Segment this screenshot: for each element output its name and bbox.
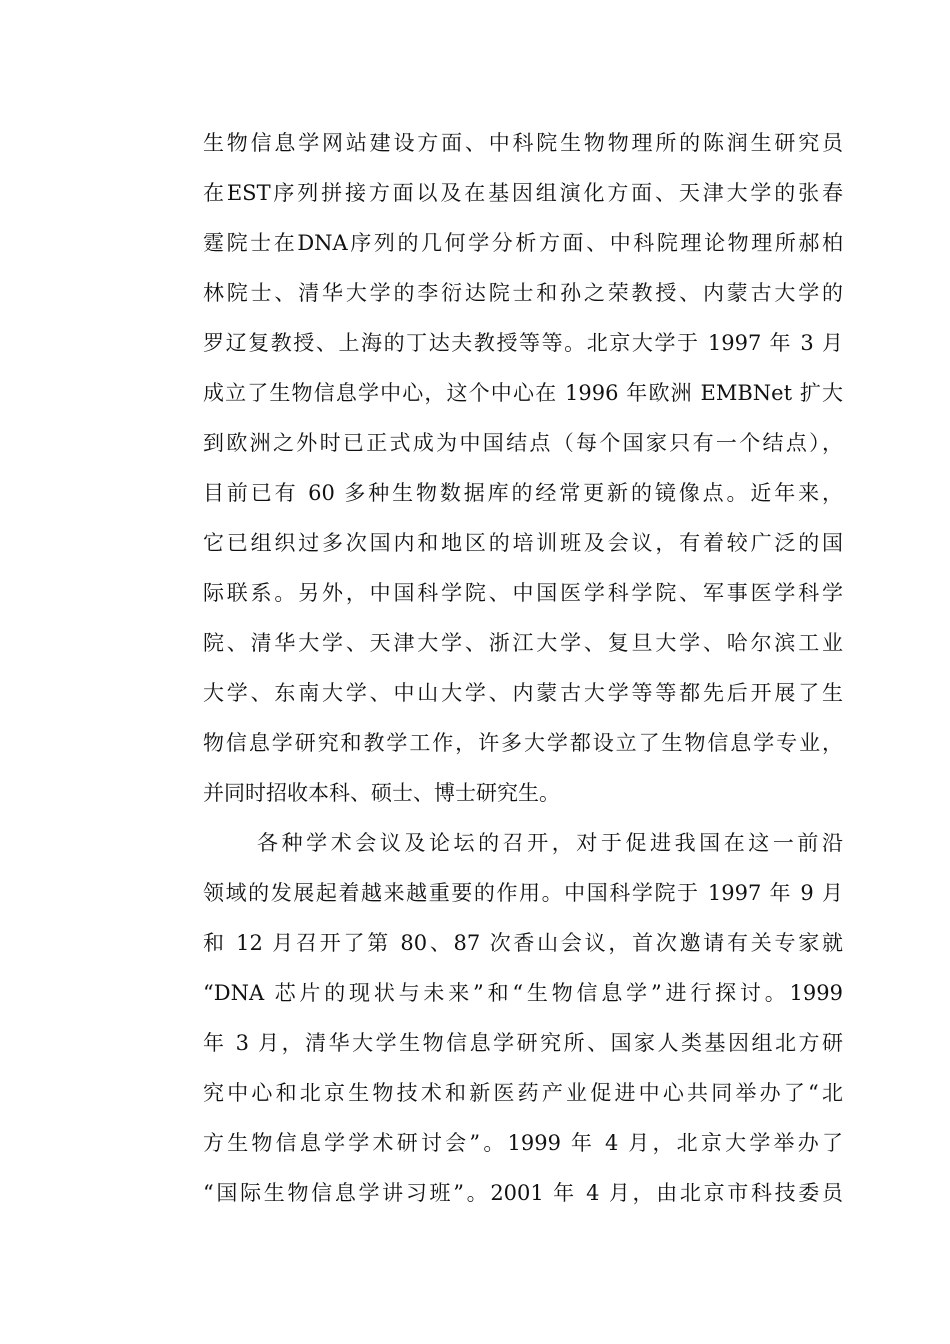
text-line: 林院士、清华大学的李衍达院士和孙之荣教授、内蒙古大学的 [203,281,843,305]
text-line: 大学、东南大学、中山大学、内蒙古大学等等都先后开展了生 [203,681,843,705]
text-line: 领域的发展起着越来越重要的作用。中国科学院于 1997 年 9 月 [203,881,843,905]
text-line: 到欧洲之外时已正式成为中国结点（每个国家只有一个结点）， [203,431,843,455]
text-line: 生物信息学网站建设方面、中科院生物物理所的陈润生研究员 [203,131,843,155]
paragraph-2 [203,818,843,1218]
text-line: “DNA 芯片的现状与未来”和“生物信息学”进行探讨。1999 [203,981,843,1005]
text-line: 物信息学研究和教学工作，许多大学都设立了生物信息学专业， [203,731,843,755]
text-line: 成立了生物信息学中心，这个中心在 1996 年欧洲 EMBNet 扩大 [203,381,843,405]
text-line: “国际生物信息学讲习班”。2001 年 4 月，由北京市科技委员 [203,1181,843,1205]
text-line: 和 12 月召开了第 80、87 次香山会议，首次邀请有关专家就 [203,931,843,955]
text-line: 方生物信息学学术研讨会”。1999 年 4 月，北京大学举办了 [203,1131,843,1155]
text-line: 各种学术会议及论坛的召开，对于促进我国在这一前沿 [257,831,843,855]
text-line: 院、清华大学、天津大学、浙江大学、复旦大学、哈尔滨工业 [203,631,843,655]
text-line: 究中心和北京生物技术和新医药产业促进中心共同举办了“北 [203,1081,843,1105]
text-line: 年 3 月，清华大学生物信息学研究所、国家人类基因组北方研 [203,1031,843,1055]
text-line: 际联系。另外，中国科学院、中国医学科学院、军事医学科学 [203,581,843,605]
text-line: 目前已有 60 多种生物数据库的经常更新的镜像点。近年来， [203,481,843,505]
text-line: 罗辽复教授、上海的丁达夫教授等等。北京大学于 1997 年 3 月 [203,331,843,355]
text-line: 霆院士在DNA序列的几何学分析方面、中科院理论物理所郝柏 [203,231,843,255]
paragraph-1 [203,118,843,818]
text-line: 它已组织过多次国内和地区的培训班及会议，有着较广泛的国 [203,531,843,555]
body-text [203,118,843,1218]
text-line: 并同时招收本科、硕士、博士研究生。 [203,781,560,805]
text-line: 在EST序列拼接方面以及在基因组演化方面、天津大学的张春 [203,181,843,205]
